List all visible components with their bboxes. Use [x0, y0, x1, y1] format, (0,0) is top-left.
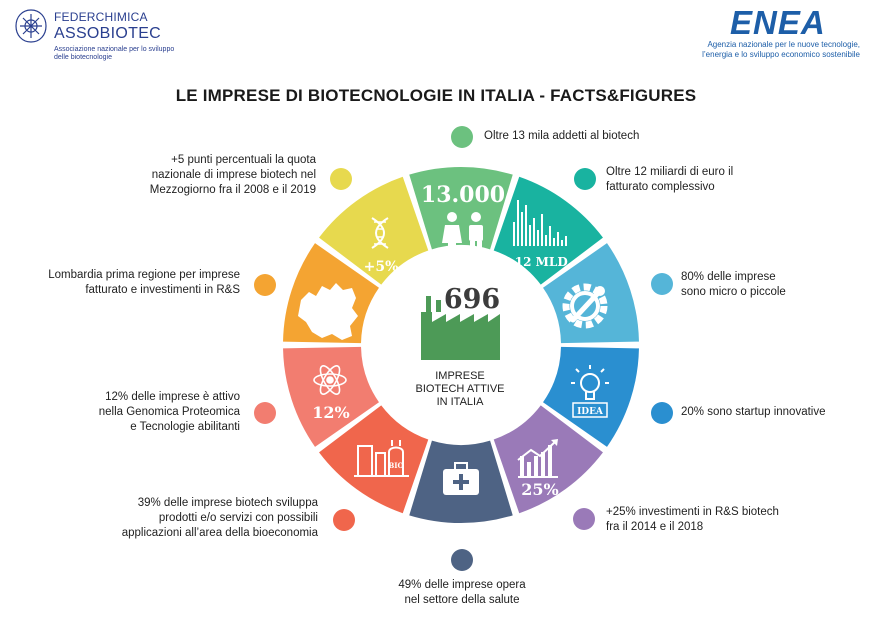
fact-bioeconomy-line: applicazioni all’area della bioeconomia [121, 527, 318, 539]
segment-south-value: +5% [363, 259, 399, 275]
fact-health [362, 578, 562, 608]
fact-genomics-line: 12% delle imprese è attivo [105, 391, 240, 403]
center-label-line3: IN ITALIA [436, 396, 484, 408]
fact-startup-line: 20% sono startup innovative [681, 406, 826, 418]
fact-revenue-line: Oltre 12 miliardi di euro il [606, 166, 734, 178]
fact-dot-micro [651, 273, 673, 295]
page-title: LE IMPRESE DI BIOTECNOLOGIE IN ITALIA - FACTS&FIGURES [175, 86, 697, 105]
segment-genomics-value: 12% [312, 403, 350, 422]
fact-micro-line: sono micro o piccole [681, 286, 786, 298]
fact-dot-health [451, 549, 473, 571]
fact-south [104, 153, 316, 198]
fact-dot-rd [573, 508, 595, 530]
fact-micro [681, 270, 786, 300]
logo-assobiotec-text: ASSOBIOTEC [54, 25, 162, 42]
fact-dot-startup [651, 402, 673, 424]
fact-employees [484, 129, 639, 144]
fact-rd [606, 505, 779, 535]
fact-genomics-line: e Tecnologie abilitanti [130, 421, 240, 433]
center-label-line1: IMPRESE [435, 370, 485, 382]
logo-assobiotec-subtitle-2: delle biotecnologie [54, 54, 112, 61]
enea-subtitle-line2: l’energia e lo sviluppo economico sostenibile [702, 50, 860, 59]
fact-dot-bioeconomy [333, 509, 355, 531]
segment-revenue-value: € 12 MLD [502, 255, 568, 269]
fact-south-line: +5 punti percentuali la quota [171, 154, 316, 166]
fact-bioeconomy-line: prodotti e/o servizi con possibili [158, 512, 318, 524]
fact-lombardia-line: Lombardia prima regione per imprese [48, 269, 240, 281]
fact-rd-line: +25% investimenti in R&S biotech [606, 506, 779, 518]
fact-startup [681, 405, 825, 420]
fact-lombardia-line: fatturato e investimenti in R&S [85, 284, 240, 296]
segment-rd-value: 25% [521, 480, 559, 499]
enea-logo: ENEA [730, 4, 826, 41]
fact-south-line: Mezzogiorno fra il 2008 e il 2019 [149, 184, 316, 196]
fact-dot-south [330, 168, 352, 190]
fact-dot-employees [451, 126, 473, 148]
fact-dot-genomics [254, 402, 276, 424]
fact-bioeconomy-line: 39% delle imprese biotech sviluppa [137, 497, 318, 509]
fact-health-line: nel settore della salute [404, 594, 520, 606]
fact-genomics [40, 390, 240, 435]
segment-startup-value: IDEA [577, 407, 603, 417]
center-label [405, 370, 515, 409]
fact-health-line: 49% delle imprese opera [398, 579, 526, 591]
enea-subtitle-line1: Agenzia nazionale per le nuove tecnologie, [707, 40, 860, 49]
fact-bioeconomy [60, 496, 318, 541]
fact-dot-revenue [574, 168, 596, 190]
fact-lombardia [10, 268, 240, 298]
fact-revenue-line: fatturato complessivo [606, 181, 715, 193]
fact-employees-line: Oltre 13 mila addetti al biotech [484, 130, 640, 142]
center-label-line2: BIOTECH ATTIVE [415, 383, 505, 395]
fact-dot-lombardia [254, 274, 276, 296]
center-number: 696 [443, 284, 501, 315]
logo-federchimica-text: FEDERCHIMICA [54, 10, 148, 24]
segment-bioeconomy-value: BIO [388, 461, 404, 470]
fact-rd-line: fra il 2014 e il 2018 [606, 521, 704, 533]
fact-genomics-line: nella Genomica Proteomica [98, 406, 240, 418]
fact-micro-line: 80% delle imprese [681, 271, 776, 283]
ring-segment-employees [409, 167, 512, 249]
fact-revenue [606, 165, 733, 195]
segment-employees-value: 13.000 [420, 182, 506, 208]
fact-south-line: nazionale di imprese biotech nel [151, 169, 316, 181]
logo-assobiotec-subtitle-1: Associazione nazionale per lo sviluppo [54, 46, 175, 53]
